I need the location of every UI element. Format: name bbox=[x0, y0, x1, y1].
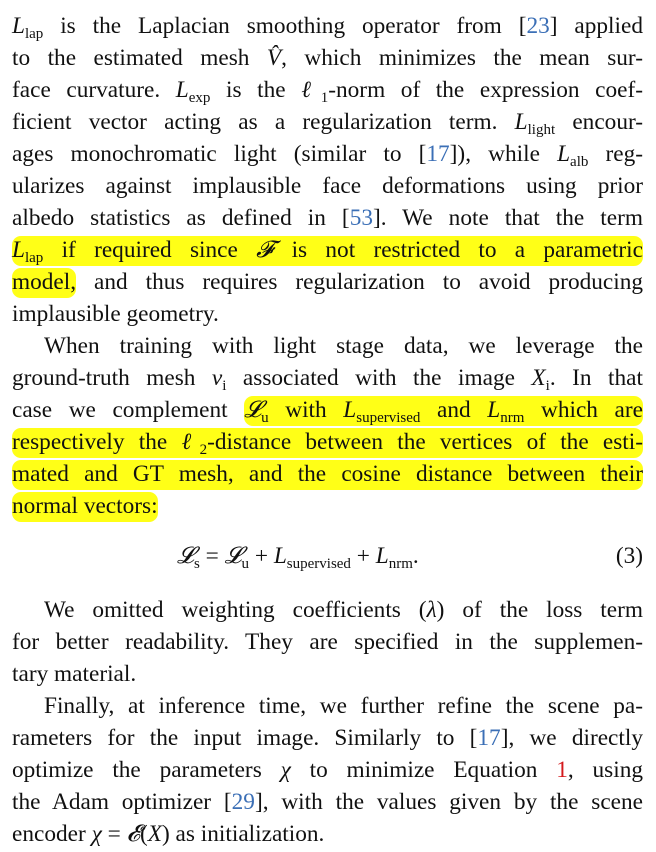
p4-line-5: encoder χ = 𝓔(X) as initialization. bbox=[12, 821, 325, 847]
equation-link[interactable]: 1 bbox=[556, 757, 568, 783]
p2-line-3: case we complement 𝓛$_u$ with $L_{supervised}$ and $L_{nrm}$ which are bbox=[12, 397, 643, 426]
p3-line-2: for better readability. They are specified in the supplemen- bbox=[12, 629, 643, 655]
highlight: mated and GT mesh, and the cosine distance between their bbox=[12, 460, 643, 490]
highlight: normal vectors: bbox=[12, 492, 158, 522]
p4-line-2: rameters for the input image. Similarly to [17], we directly bbox=[12, 725, 643, 751]
p2-line-2: ground-truth mesh $v_i$ associated with the image $X_i$. In that bbox=[12, 365, 643, 394]
p3-line-1: We omitted weighting coefficients (λ) of the loss term bbox=[44, 597, 644, 623]
citation-link[interactable]: 53 bbox=[349, 205, 373, 231]
citation-link[interactable]: 17 bbox=[477, 725, 501, 751]
highlight: respectively the ℓ$_2$-distance between the vertices of the esti- bbox=[12, 429, 643, 458]
citation-link[interactable]: 17 bbox=[426, 141, 450, 167]
p3-line-3: tary material. bbox=[12, 661, 137, 687]
p1-line-6: ularizes against implausible face deformations using prior bbox=[12, 173, 643, 199]
p1-line-4: ficient vector acting as a regularization term. $L_{light}$ encour- bbox=[12, 109, 644, 138]
p1-line-10: implausible geometry. bbox=[12, 301, 219, 327]
p1-line-2: to the estimated mesh V̂, which minimizes the mean sur- bbox=[12, 45, 643, 71]
p2-line-5 bbox=[12, 458, 643, 492]
highlight: model, bbox=[12, 268, 76, 298]
p4-line-3: optimize the parameters χ to minimize Equation 1, using bbox=[12, 757, 643, 783]
equation-number: (3) bbox=[615, 543, 643, 569]
p4-line-4: the Adam optimizer [29], with the values given by the scene bbox=[12, 789, 643, 815]
p1-line-3: face curvature. $L_{exp}$ is the ℓ$_1$-norm of the expression coef- bbox=[12, 77, 643, 106]
p1-line-8 bbox=[12, 234, 643, 268]
p4-line-1: Finally, at inference time, we further refine the scene pa- bbox=[44, 693, 643, 719]
p2-line-6 bbox=[12, 490, 643, 524]
highlight: $L_{lap}$ if required since 𝓕 is not restricted to a parametric bbox=[12, 237, 643, 266]
p1-line-7: albedo statistics as defined in [53]. We note that the term bbox=[12, 205, 643, 231]
highlight: 𝓛$_u$ with $L_{supervised}$ and $L_{nrm}$ which are bbox=[244, 397, 643, 426]
citation-link[interactable]: 29 bbox=[231, 789, 255, 815]
p2-line-4 bbox=[12, 426, 643, 460]
p1-line-1: $L_{lap}$ is the Laplacian smoothing operator from [23] applied bbox=[12, 13, 643, 42]
citation-link[interactable]: 23 bbox=[526, 13, 550, 39]
p2-line-1: When training with light stage data, we leverage the bbox=[44, 333, 643, 359]
equation-3 bbox=[12, 540, 643, 574]
p1-line-9: model, and thus requires regularization to avoid producing bbox=[12, 266, 643, 300]
equation-body: 𝓛$_s$ = 𝓛$_u$ + $L_{supervised} + L_{nrm}$. bbox=[177, 543, 419, 572]
p1-line-5: ages monochromatic light (similar to [17]), while $L_{alb}$ reg- bbox=[12, 141, 644, 170]
